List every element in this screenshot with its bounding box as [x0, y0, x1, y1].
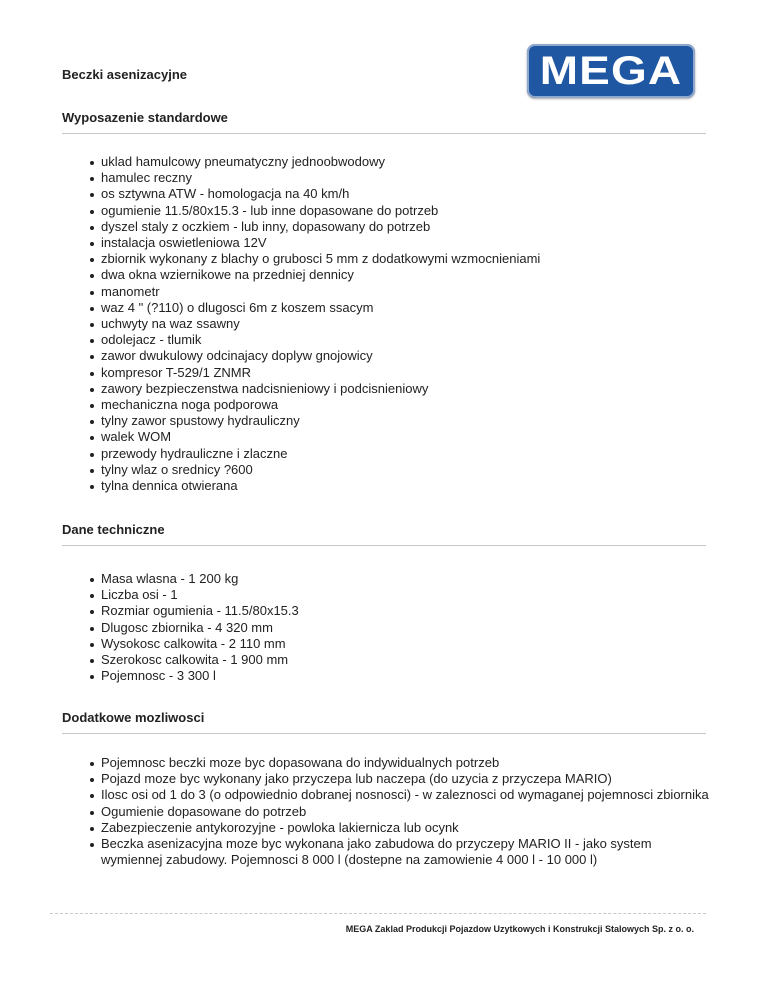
list-item: odolejacz - tlumik	[90, 332, 710, 348]
list-item: tylny wlaz o srednicy ?600	[90, 462, 710, 478]
list-item: Zabezpieczenie antykorozyjne - powloka lakiernicza lub ocynk	[90, 820, 710, 836]
additional-options-list	[90, 755, 710, 868]
list-item: Rozmiar ogumienia - 11.5/80x15.3	[90, 603, 710, 619]
list-item: uklad hamulcowy pneumatyczny jednoobwodowy	[90, 154, 710, 170]
standard-equipment-list	[90, 154, 710, 494]
list-item: Pojazd moze byc wykonany jako przyczepa lub naczepa (do uzycia z przyczepa MARIO)	[90, 771, 710, 787]
list-item: Beczka asenizacyjna moze byc wykonana jako zabudowa do przyczepy MARIO II - jako system wymiennej zabudowy. Pojemnosci 8 000 l (dostepne na zamowienie 4 000 l - 10 000 l)	[90, 836, 710, 868]
list-item: Szerokosc calkowita - 1 900 mm	[90, 652, 710, 668]
list-item: tylny zawor spustowy hydrauliczny	[90, 413, 710, 429]
list-item: Wysokosc calkowita - 2 110 mm	[90, 636, 710, 652]
footer-divider	[50, 913, 706, 914]
list-item: walek WOM	[90, 429, 710, 445]
list-item: Liczba osi - 1	[90, 587, 710, 603]
list-item: tylna dennica otwierana	[90, 478, 710, 494]
section-technical-data	[62, 522, 706, 546]
section-additional-options	[62, 710, 706, 734]
list-item: dwa okna wziernikowe na przedniej dennicy	[90, 267, 710, 283]
list-item: mechaniczna noga podporowa	[90, 397, 710, 413]
list-item: kompresor T-529/1 ZNMR	[90, 365, 710, 381]
list-item: instalacja oswietleniowa 12V	[90, 235, 710, 251]
list-item: zawory bezpieczenstwa nadcisnieniowy i podcisnieniowy	[90, 381, 710, 397]
footer-company-name: MEGA Zaklad Produkcji Pojazdow Uzytkowych i Konstrukcji Stalowych Sp. z o. o.	[345, 924, 694, 934]
section-heading: Dodatkowe mozliwosci	[62, 710, 205, 725]
list-item: zbiornik wykonany z blachy o grubosci 5 mm z dodatkowymi wzmocnieniami	[90, 251, 710, 267]
list-item: Ogumienie dopasowane do potrzeb	[90, 804, 710, 820]
logo-text: MEGA	[539, 48, 683, 93]
list-item: os sztywna ATW - homologacja na 40 km/h	[90, 186, 710, 202]
list-item: uchwyty na waz ssawny	[90, 316, 710, 332]
section-heading: Wyposazenie standardowe	[62, 110, 228, 125]
list-item: Ilosc osi od 1 do 3 (o odpowiednio dobranej nosnosci) - w zaleznosci od wymaganej pojemnosci zbiornika	[90, 787, 710, 803]
list-item: waz 4 " (?110) o dlugosci 6m z koszem ssacym	[90, 300, 710, 316]
list-item: Pojemnosc - 3 300 l	[90, 668, 710, 684]
section-heading: Dane techniczne	[62, 522, 165, 537]
list-item: Pojemnosc beczki moze byc dopasowana do indywidualnych potrzeb	[90, 755, 710, 771]
section-standard-equipment	[62, 110, 706, 134]
section-divider	[62, 733, 706, 734]
technical-data-list	[90, 571, 710, 684]
list-item: hamulec reczny	[90, 170, 710, 186]
section-divider	[62, 133, 706, 134]
list-item: Masa wlasna - 1 200 kg	[90, 571, 710, 587]
list-item: ogumienie 11.5/80x15.3 - lub inne dopasowane do potrzeb	[90, 203, 710, 219]
mega-logo	[527, 44, 695, 98]
list-item: Dlugosc zbiornika - 4 320 mm	[90, 620, 710, 636]
list-item: przewody hydrauliczne i zlaczne	[90, 446, 710, 462]
list-item: manometr	[90, 284, 710, 300]
list-item: dyszel staly z oczkiem - lub inny, dopasowany do potrzeb	[90, 219, 710, 235]
page-title: Beczki asenizacyjne	[62, 67, 188, 82]
list-item: zawor dwukulowy odcinajacy doplyw gnojowicy	[90, 348, 710, 364]
section-divider	[62, 545, 706, 546]
